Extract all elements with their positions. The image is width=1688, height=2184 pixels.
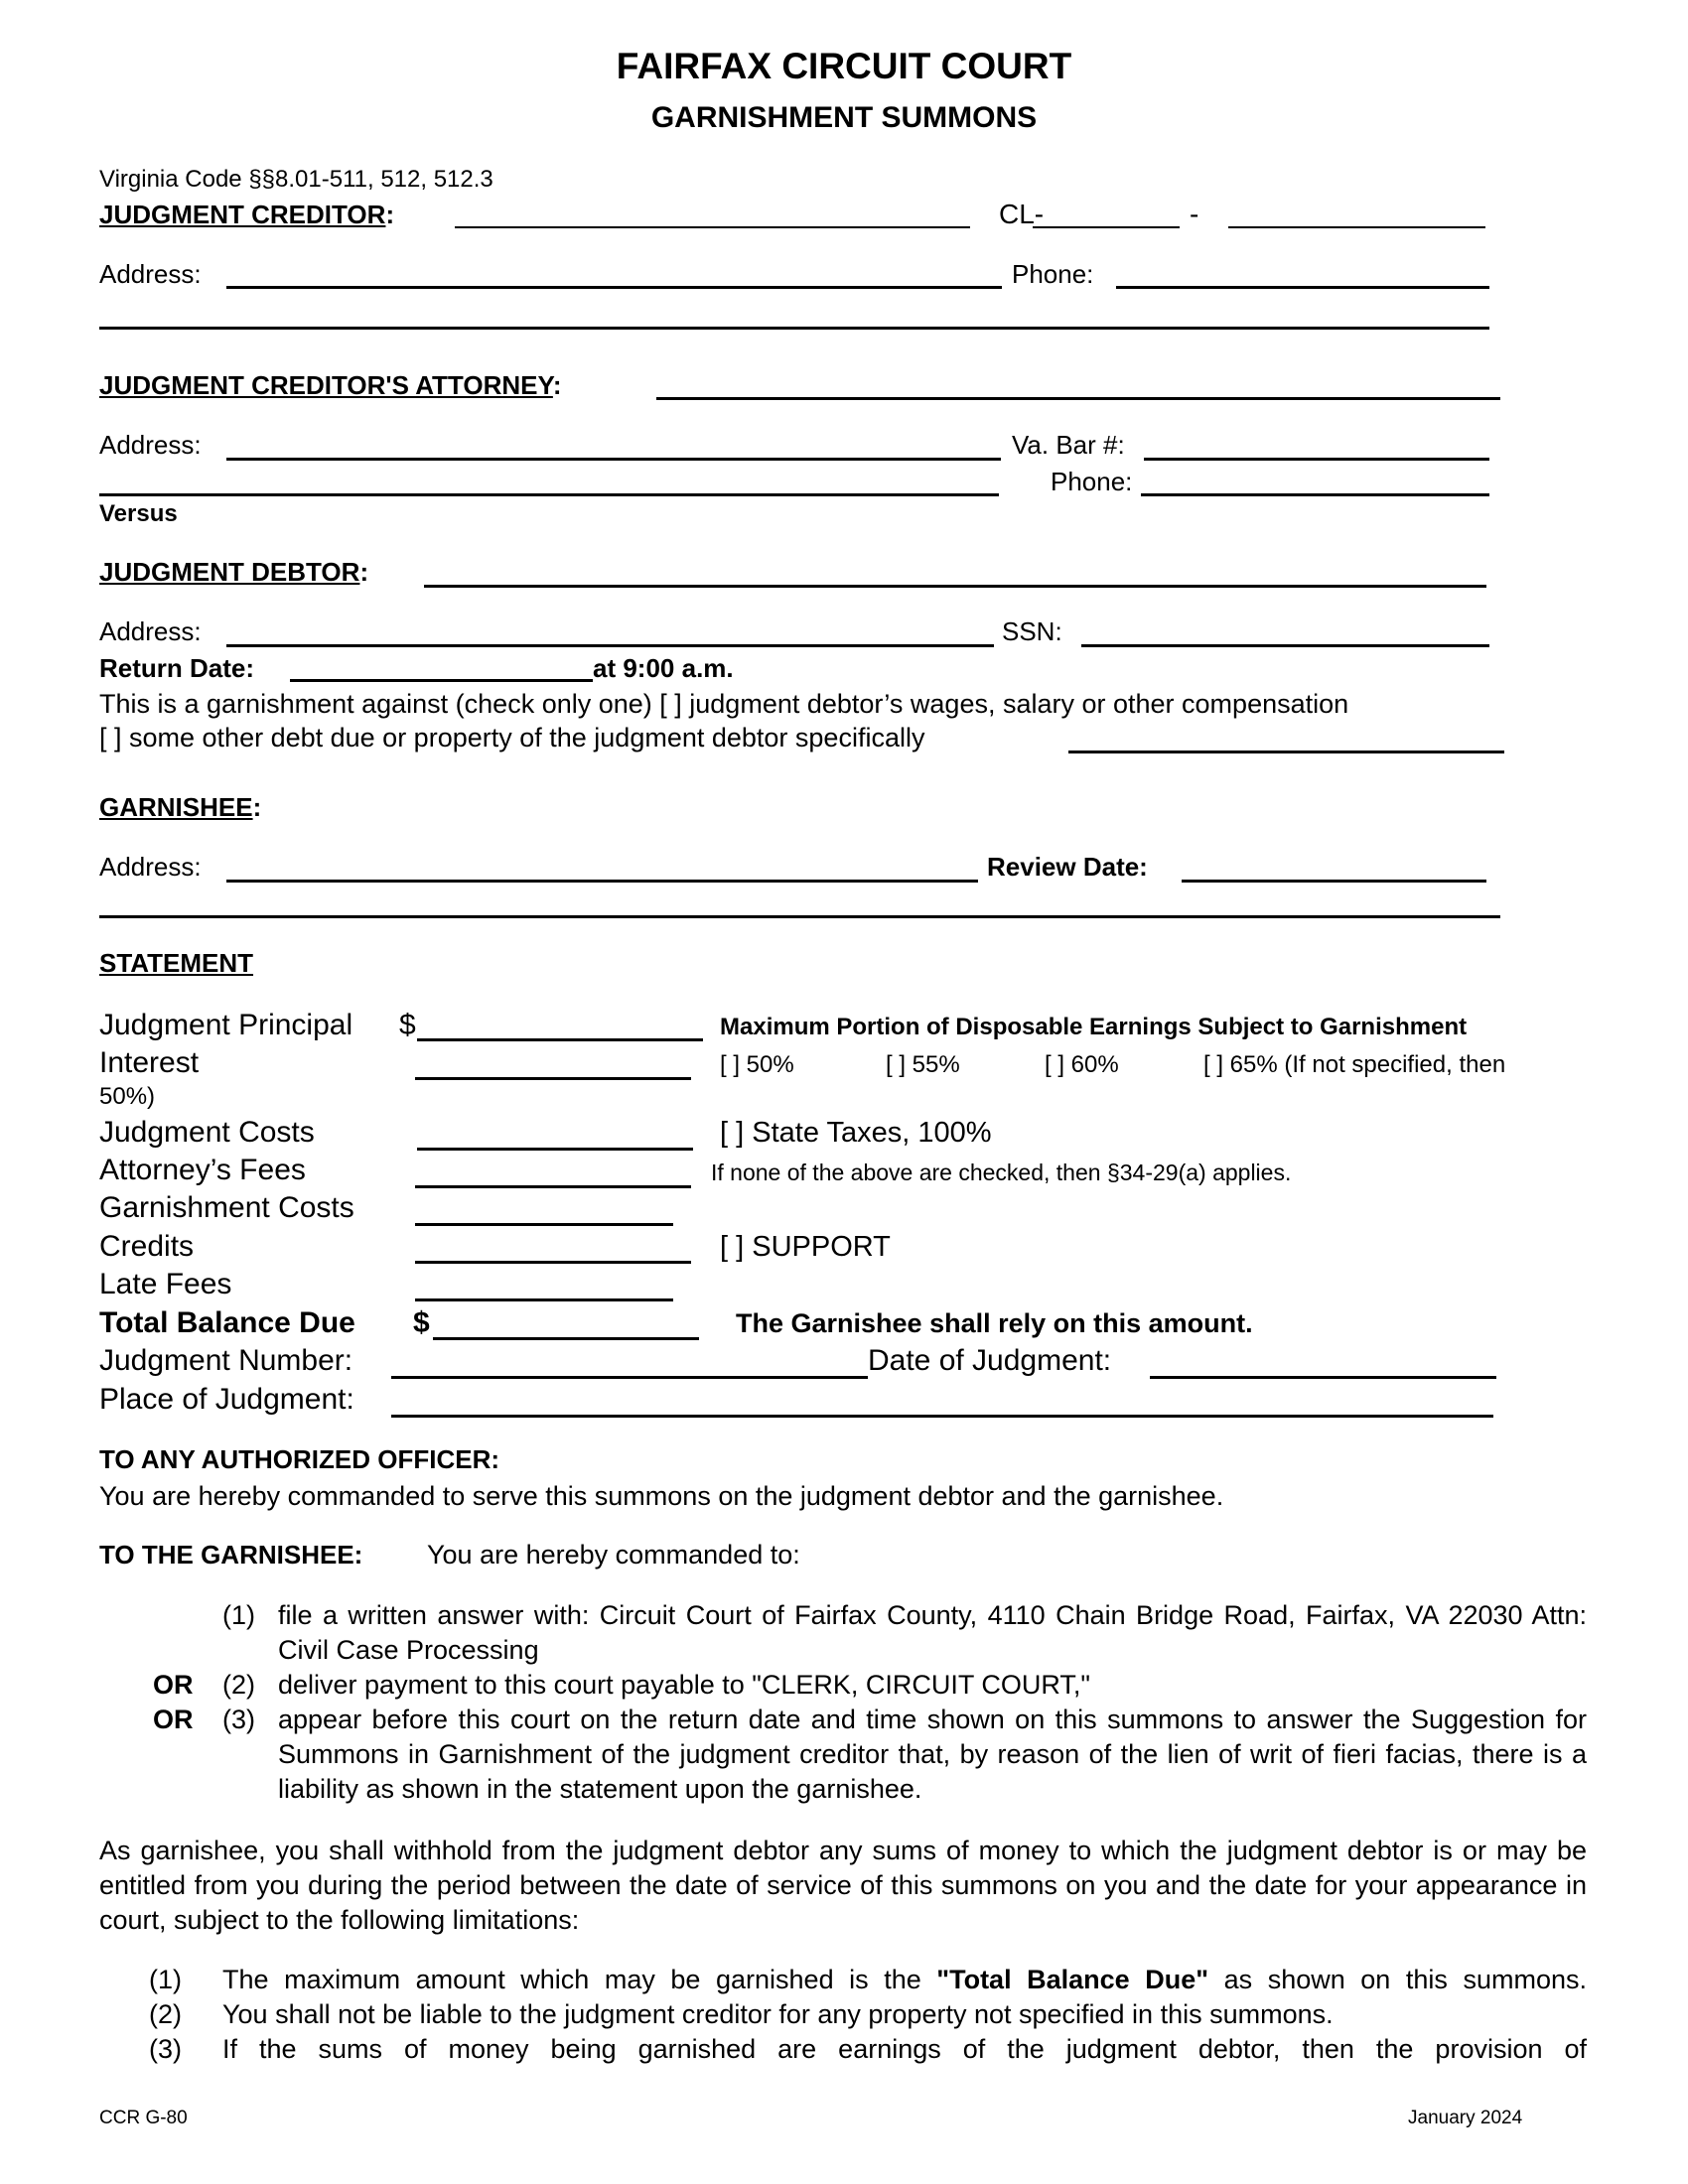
command-item-number: (3) <box>222 1705 255 1734</box>
credits-field[interactable] <box>415 1261 691 1264</box>
officer-text: You are hereby commanded to serve this summons on the judgment debtor and the garnishee. <box>99 1481 1224 1511</box>
or-label: OR <box>153 1670 194 1700</box>
garnishment-costs-field[interactable] <box>415 1223 673 1226</box>
garnishee-address-label: Address: <box>99 852 202 882</box>
ssn-label: SSN: <box>1002 616 1062 646</box>
limitation-number: (2) <box>149 1999 182 2029</box>
debtor-address-field[interactable] <box>226 644 994 647</box>
rely-note: The Garnishee shall rely on this amount. <box>736 1308 1253 1338</box>
interest-label: Interest <box>99 1046 200 1079</box>
total-balance-field[interactable] <box>433 1337 699 1340</box>
form-number: CCR G-80 <box>99 2108 188 2128</box>
case-number-prefix: CL- <box>999 199 1045 229</box>
max-portion-heading: Maximum Portion of Disposable Earnings Subject to Garnishment <box>720 1014 1468 1040</box>
garnishee-label-text: GARNISHEE <box>99 792 253 822</box>
versus-label: Versus <box>99 500 178 527</box>
attorney-phone-label: Phone: <box>1051 467 1133 496</box>
attorney-label-text: JUDGMENT CREDITOR'S ATTORNEY <box>99 370 553 400</box>
garnishment-costs-label: Garnishment Costs <box>99 1191 354 1224</box>
judgment-debtor-label <box>99 557 368 587</box>
total-balance-label: Total Balance Due <box>99 1306 355 1339</box>
creditor-phone-field[interactable] <box>1116 286 1489 289</box>
command-item-1: file a written answer with: Circuit Court of Fairfax County, 4110 Chain Bridge Road, Fairfax, VA 22030 Attn: Civil Case Processing <box>278 1600 1587 1665</box>
colon: : <box>552 370 562 400</box>
case-number-field-1[interactable] <box>1033 226 1180 228</box>
judgment-creditor-field[interactable] <box>455 226 970 228</box>
command-item-number: (2) <box>222 1670 255 1700</box>
return-time: at 9:00 a.m. <box>593 653 734 683</box>
option-50[interactable]: [ ] 50% <box>720 1051 794 1078</box>
colon: : <box>252 792 262 822</box>
garnishee-label <box>99 792 261 822</box>
return-date-field[interactable] <box>290 679 593 682</box>
limitation-1 <box>222 1963 1587 1997</box>
garnishment-type-other[interactable]: [ ] some other debt due or property of the judgment debtor specifically <box>99 723 925 752</box>
attorney-address-label: Address: <box>99 430 202 460</box>
garnishee-command-heading: TO THE GARNISHEE: <box>99 1540 363 1570</box>
judgment-principal-field[interactable] <box>417 1038 703 1041</box>
attorney-fees-label: Attorney’s Fees <box>99 1154 306 1186</box>
or-label: OR <box>153 1705 194 1734</box>
attorney-address-line-2[interactable] <box>99 493 999 496</box>
command-item-number: (1) <box>222 1600 255 1630</box>
garnishee-address-line-2[interactable] <box>99 915 1500 918</box>
review-date-field[interactable] <box>1182 880 1486 883</box>
va-bar-label: Va. Bar #: <box>1012 430 1125 460</box>
garnishment-type-wages[interactable]: This is a garnishment against (check only one) [ ] judgment debtor’s wages, salary or other compensation <box>99 689 1349 719</box>
limitation-3: If the sums of money being garnished are earnings of the judgment debtor, then the provision of <box>222 2034 1587 2064</box>
form-date: January 2024 <box>1408 2108 1523 2128</box>
creditor-address-field[interactable] <box>226 286 1002 289</box>
interest-field[interactable] <box>415 1077 691 1080</box>
creditor-address-label: Address: <box>99 259 202 289</box>
command-item-3: appear before this court on the return date and time shown on this summons to answer the Suggestion for Summons in Garnishment of the judgment creditor that, by reason of the lien of writ of fieri facias, there is a liability as shown in the statement upon the garnishee. <box>278 1705 1587 1804</box>
judgment-creditor-label <box>99 200 394 229</box>
colon: : <box>359 557 369 587</box>
withhold-paragraph: As garnishee, you shall withhold from the judgment debtor any sums of money to which the judgment debtor is or may be entitled from you during the period between the date of service of this summons on you and the date for your appearance in court, subject to the following limitations: <box>99 1836 1587 1935</box>
attorney-address-field[interactable] <box>226 458 1001 461</box>
statute-reference: Virginia Code §§8.01-511, 512, 512.3 <box>99 166 493 193</box>
case-number-field-2[interactable] <box>1228 226 1485 228</box>
judgment-number-label: Judgment Number: <box>99 1344 353 1377</box>
dollar-sign: $ <box>413 1306 430 1339</box>
other-debt-field[interactable] <box>1068 751 1504 753</box>
attorney-fees-field[interactable] <box>415 1185 691 1188</box>
option-60[interactable]: [ ] 60% <box>1045 1051 1119 1078</box>
form-title: GARNISHMENT SUMMONS <box>650 101 1038 134</box>
judgment-number-field[interactable] <box>391 1376 868 1379</box>
garnishee-address-field[interactable] <box>226 880 978 883</box>
judgment-principal-label: Judgment Principal <box>99 1009 353 1041</box>
judgment-creditor-label-text: JUDGMENT CREDITOR <box>99 200 386 229</box>
credits-label: Credits <box>99 1230 195 1263</box>
state-taxes-option[interactable]: [ ] State Taxes, 100% <box>720 1117 992 1149</box>
judgment-debtor-label-text: JUDGMENT DEBTOR <box>99 557 360 587</box>
limitation-1-text: The maximum amount which may be garnished is the <box>222 1965 937 1994</box>
case-number-dash: - <box>1190 199 1199 229</box>
attorney-phone-field[interactable] <box>1141 493 1489 496</box>
limitation-number: (1) <box>149 1965 182 1994</box>
va-bar-field[interactable] <box>1144 458 1489 461</box>
review-date-label: Review Date: <box>987 852 1148 882</box>
support-option[interactable]: [ ] SUPPORT <box>720 1231 891 1263</box>
late-fees-label: Late Fees <box>99 1268 232 1300</box>
place-of-judgment-field[interactable] <box>391 1415 1493 1418</box>
statement-heading: STATEMENT <box>99 948 254 978</box>
date-of-judgment-field[interactable] <box>1150 1376 1496 1379</box>
judgment-costs-field[interactable] <box>417 1148 693 1151</box>
limitation-1-text-end: as shown on this summons. <box>1208 1965 1587 1994</box>
option-65[interactable]: [ ] 65% (If not specified, then <box>1203 1051 1506 1078</box>
date-of-judgment-label: Date of Judgment: <box>868 1344 1112 1377</box>
ssn-field[interactable] <box>1081 644 1489 647</box>
attorney-label <box>99 370 562 400</box>
judgment-costs-label: Judgment Costs <box>99 1116 315 1149</box>
officer-heading: TO ANY AUTHORIZED OFFICER: <box>99 1444 499 1474</box>
late-fees-field[interactable] <box>415 1298 673 1301</box>
colon: : <box>385 200 395 229</box>
return-date-label: Return Date: <box>99 653 255 683</box>
creditor-address-line-2[interactable] <box>99 327 1489 330</box>
command-item-2: deliver payment to this court payable to "CLERK, CIRCUIT COURT," <box>278 1670 1090 1700</box>
total-balance-due-ref: "Total Balance Due" <box>936 1965 1209 1994</box>
interest-wrap: 50%) <box>99 1083 156 1110</box>
debtor-address-label: Address: <box>99 616 202 646</box>
attorney-field[interactable] <box>656 397 1500 400</box>
option-55[interactable]: [ ] 55% <box>886 1051 960 1078</box>
garnishee-command-text: You are hereby commanded to: <box>427 1540 800 1570</box>
limitation-number: (3) <box>149 2034 182 2064</box>
none-checked-note: If none of the above are checked, then §34-29(a) applies. <box>711 1160 1292 1185</box>
court-title: FAIRFAX CIRCUIT COURT <box>616 46 1072 86</box>
limitation-2: You shall not be liable to the judgment creditor for any property not specified in this summons. <box>222 1999 1334 2029</box>
dollar-sign: $ <box>399 1009 416 1041</box>
creditor-phone-label: Phone: <box>1012 259 1094 289</box>
place-of-judgment-label: Place of Judgment: <box>99 1383 354 1416</box>
judgment-debtor-field[interactable] <box>424 585 1486 588</box>
